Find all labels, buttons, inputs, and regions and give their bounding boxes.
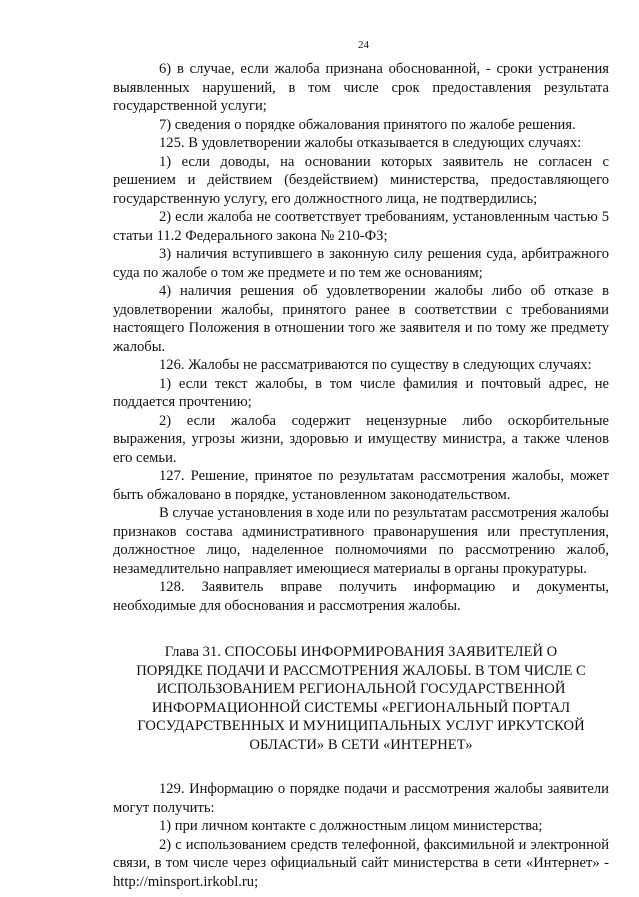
paragraph: 1) при личном контакте с должностным лицом министерства; — [159, 818, 543, 834]
page-number: 24 — [358, 39, 369, 51]
paragraph: В случае установления в ходе или по результатам рассмотрения жалобы признаков состава административного правонарушения или преступления, должностное лицо, наделенное полномочиями по рассмотрению жалоб, незамедлительно направляет имеющиеся материалы в органы прокуратуры. — [113, 505, 609, 577]
paragraph: 129. Информацию о порядке подачи и рассмотрения жалобы заявители могут получить: — [113, 781, 609, 816]
paragraph: 4) наличия решения об удовлетворении жалобы либо об отказе в удовлетворении жалобы, принятого ранее в соответствии с требованиями настоящего Положения в отношении того же заявителя и по тому же предмету жалобы. — [113, 283, 609, 355]
paragraph: 125. В удовлетворении жалобы отказывается в следующих случаях: — [159, 135, 582, 151]
paragraph: 128. Заявитель вправе получить информацию и документы, необходимые для обоснования и рассмотрения жалобы. — [113, 579, 609, 614]
heading-line: ОБЛАСТИ» В СЕТИ «ИНТЕРНЕТ» — [249, 736, 473, 753]
heading-line: ИСПОЛЬЗОВАНИЕМ РЕГИОНАЛЬНОЙ ГОСУДАРСТВЕННОЙ — [156, 681, 566, 697]
heading-line: ПОРЯДКЕ ПОДАЧИ И РАССМОТРЕНИЯ ЖАЛОБЫ. В ТОМ ЧИСЛЕ С — [136, 662, 586, 679]
chapter-heading — [133, 643, 589, 754]
heading-line: ГОСУДАРСТВЕННЫХ И МУНИЦИПАЛЬНЫХ УСЛУГ ИРКУТСКОЙ — [137, 718, 585, 734]
heading-line: ИНФОРМАЦИОННОЙ СИСТЕМЫ «РЕГИОНАЛЬНЫЙ ПОРТАЛ — [151, 699, 571, 716]
paragraph: 2) с использованием средств телефонной, факсимильной и электронной связи, в том числе через официальный сайт министерства в сети «Интернет» - http://minsport.irkobl.ru; — [113, 836, 609, 890]
paragraph: 2) если жалоба содержит нецензурные либо оскорбительные выражения, угрозы жизни, здоровью и имуществу министра, а также членов его семьи. — [113, 412, 609, 466]
paragraph: 127. Решение, принятое по результатам рассмотрения жалобы, может быть обжаловано в порядке, установленном законодательством. — [113, 468, 609, 503]
body-text-after — [113, 780, 609, 891]
paragraph: 1) если доводы, на основании которых заявитель не согласен с решением и действием (бездействием) министерства, предоставляющего государственную услугу, его должностного лица, не подтвердились; — [113, 153, 609, 207]
paragraph: 2) если жалоба не соответствует требованиям, установленным частью 5 статьи 11.2 Федерального закона № 210-ФЗ; — [113, 209, 609, 244]
paragraph: 3) наличия вступившего в законную силу решения суда, арбитражного суда по жалобе о том же предмете и по тем же основаниям; — [113, 246, 609, 281]
heading-line: Глава 31. СПОСОБЫ ИНФОРМИРОВАНИЯ ЗАЯВИТЕЛЕЙ О — [164, 644, 558, 660]
paragraph: 6) в случае, если жалоба признана обоснованной, - сроки устранения выявленных нарушений, в том числе срок предоставления результата государственной услуги; — [113, 61, 609, 114]
paragraph: 126. Жалобы не рассматриваются по существу в следующих случаях: — [159, 357, 592, 373]
paragraph: 7) сведения о порядке обжалования принятого по жалобе решения. — [159, 116, 576, 133]
paragraph: 1) если текст жалобы, в том числе фамилия и почтовый адрес, не поддается прочтению; — [113, 375, 609, 410]
body-text-before — [113, 60, 609, 615]
